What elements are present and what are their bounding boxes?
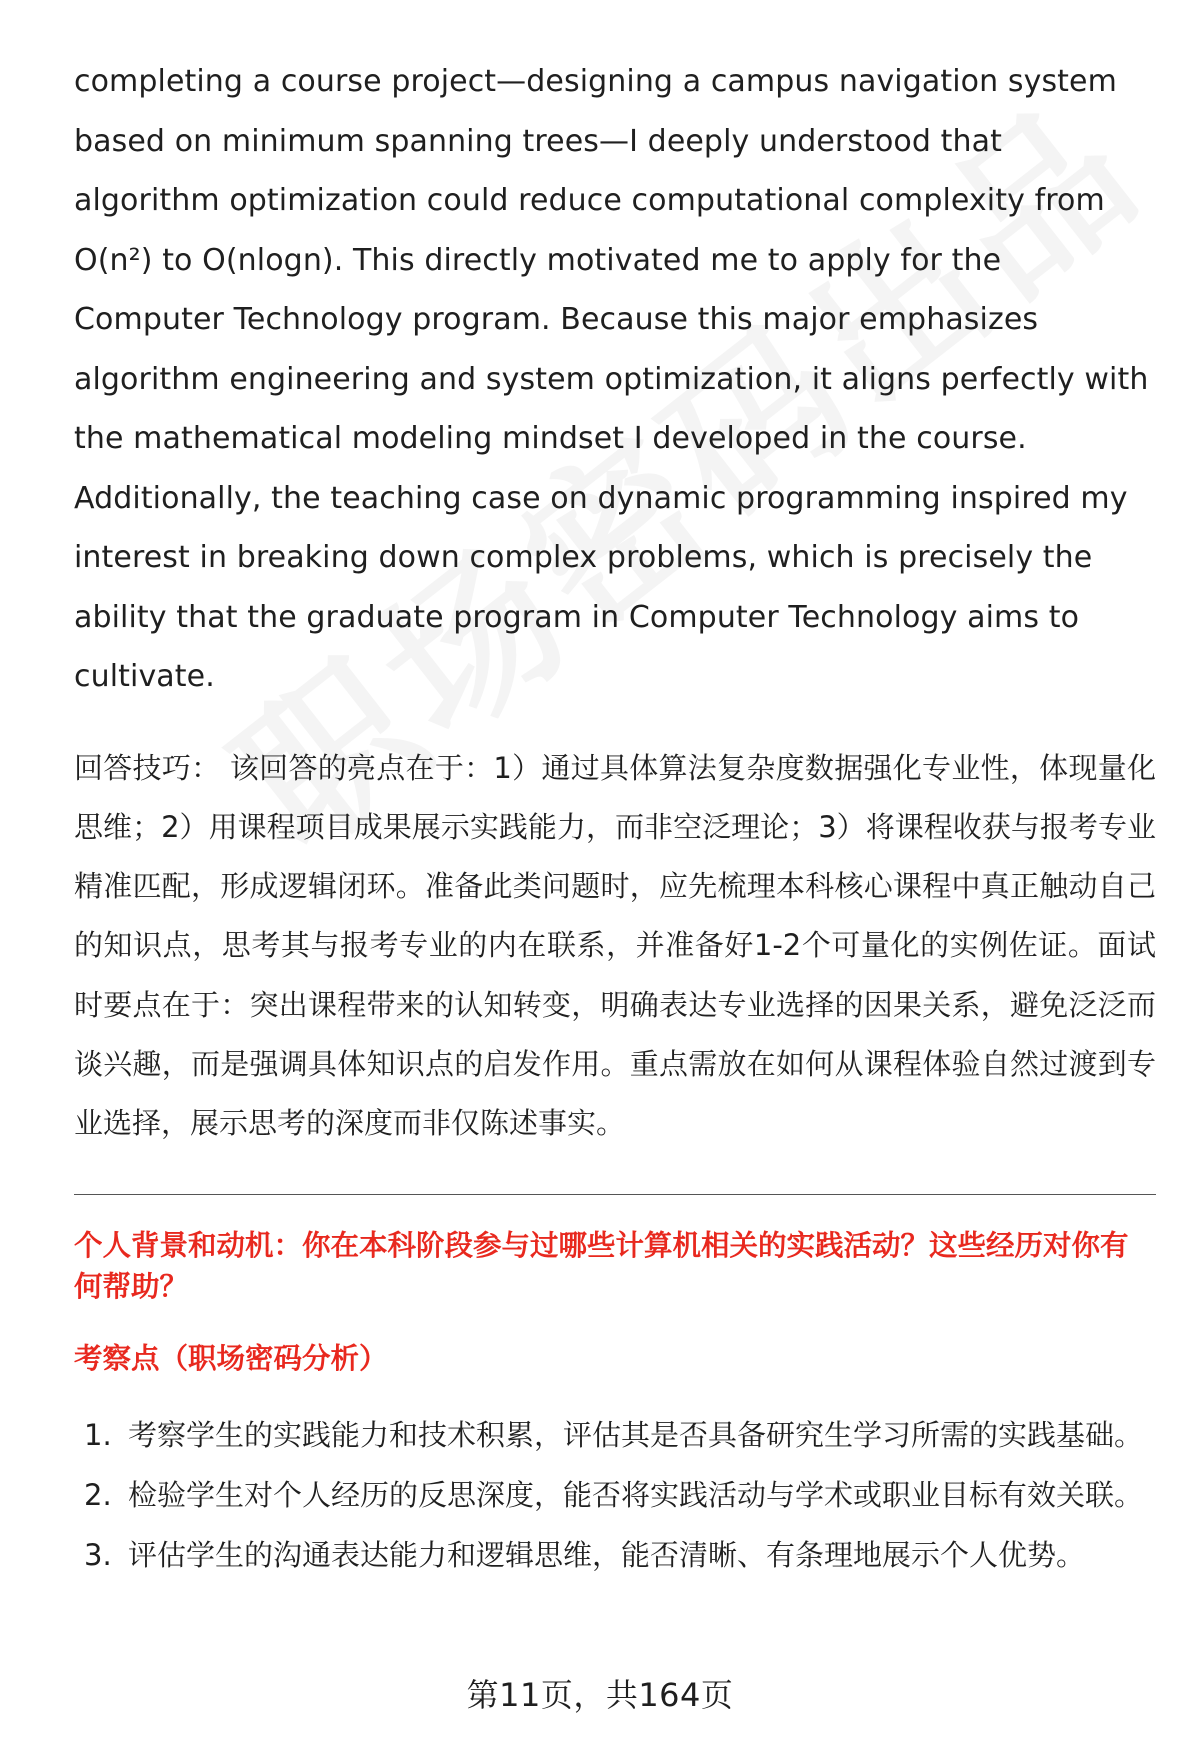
list-item bbox=[74, 1465, 1156, 1525]
assessment-points-list bbox=[74, 1405, 1156, 1585]
list-item-text: 检验学生对个人经历的反思深度，能否将实践活动与学术或职业目标有效关联。 bbox=[128, 1477, 1144, 1512]
list-item-number: 1. bbox=[84, 1417, 112, 1452]
list-item-number: 2. bbox=[84, 1477, 112, 1512]
list-item bbox=[74, 1405, 1156, 1465]
answer-paragraph: completing a course project—designing a campus navigation system based on minimum spanning trees—I deeply understood that algorithm optimization could reduce computational complexity from O(n²) to O(nlogn). This directly motivated me to apply for the Computer Technology program. Because this major emphasizes algorithm engineering and system optimization, it aligns perfectly with the mathematical modeling mindset I developed in the course. Additionally, the teaching case on dynamic programming inspired my interest in breaking down complex problems, which is precisely the ability that the graduate program in Computer Technology aims to cultivate. bbox=[74, 64, 1149, 694]
assessment-points-heading: 考察点（职场密码分析） bbox=[74, 1341, 388, 1375]
document-page bbox=[74, 52, 1156, 1585]
list-item bbox=[74, 1525, 1156, 1585]
section-divider bbox=[74, 1194, 1156, 1195]
page-number-footer: 第11页，共164页 bbox=[466, 1676, 734, 1714]
question-heading: 个人背景和动机：你在本科阶段参与过哪些计算机相关的实践活动？这些经历对你有何帮助？ bbox=[74, 1228, 1129, 1303]
list-item-text: 评估学生的沟通表达能力和逻辑思维，能否清晰、有条理地展示个人优势。 bbox=[128, 1537, 1086, 1572]
list-item-number: 3. bbox=[84, 1537, 112, 1572]
answer-tips-paragraph: 回答技巧： 该回答的亮点在于：1）通过具体算法复杂度数据强化专业性，体现量化思维；2）用课程项目成果展示实践能力，而非空泛理论；3）将课程收获与报考专业精准匹配，形成逻辑闭环。准备此类问题时，应先梳理本科核心课程中真正触动自己的知识点，思考其与报考专业的内在联系，并准备好1-2个可量化的实例佐证。面试时要点在于：突出课程带来的认知转变，明确表达专业选择的因果关系，避免泛泛而谈兴趣，而是强调具体知识点的启发作用。重点需放在如何从课程体验自然过渡到专业选择，展示思考的深度而非仅陈述事实。 bbox=[74, 750, 1156, 1141]
list-item-text: 考察学生的实践能力和技术积累，评估其是否具备研究生学习所需的实践基础。 bbox=[128, 1417, 1144, 1452]
